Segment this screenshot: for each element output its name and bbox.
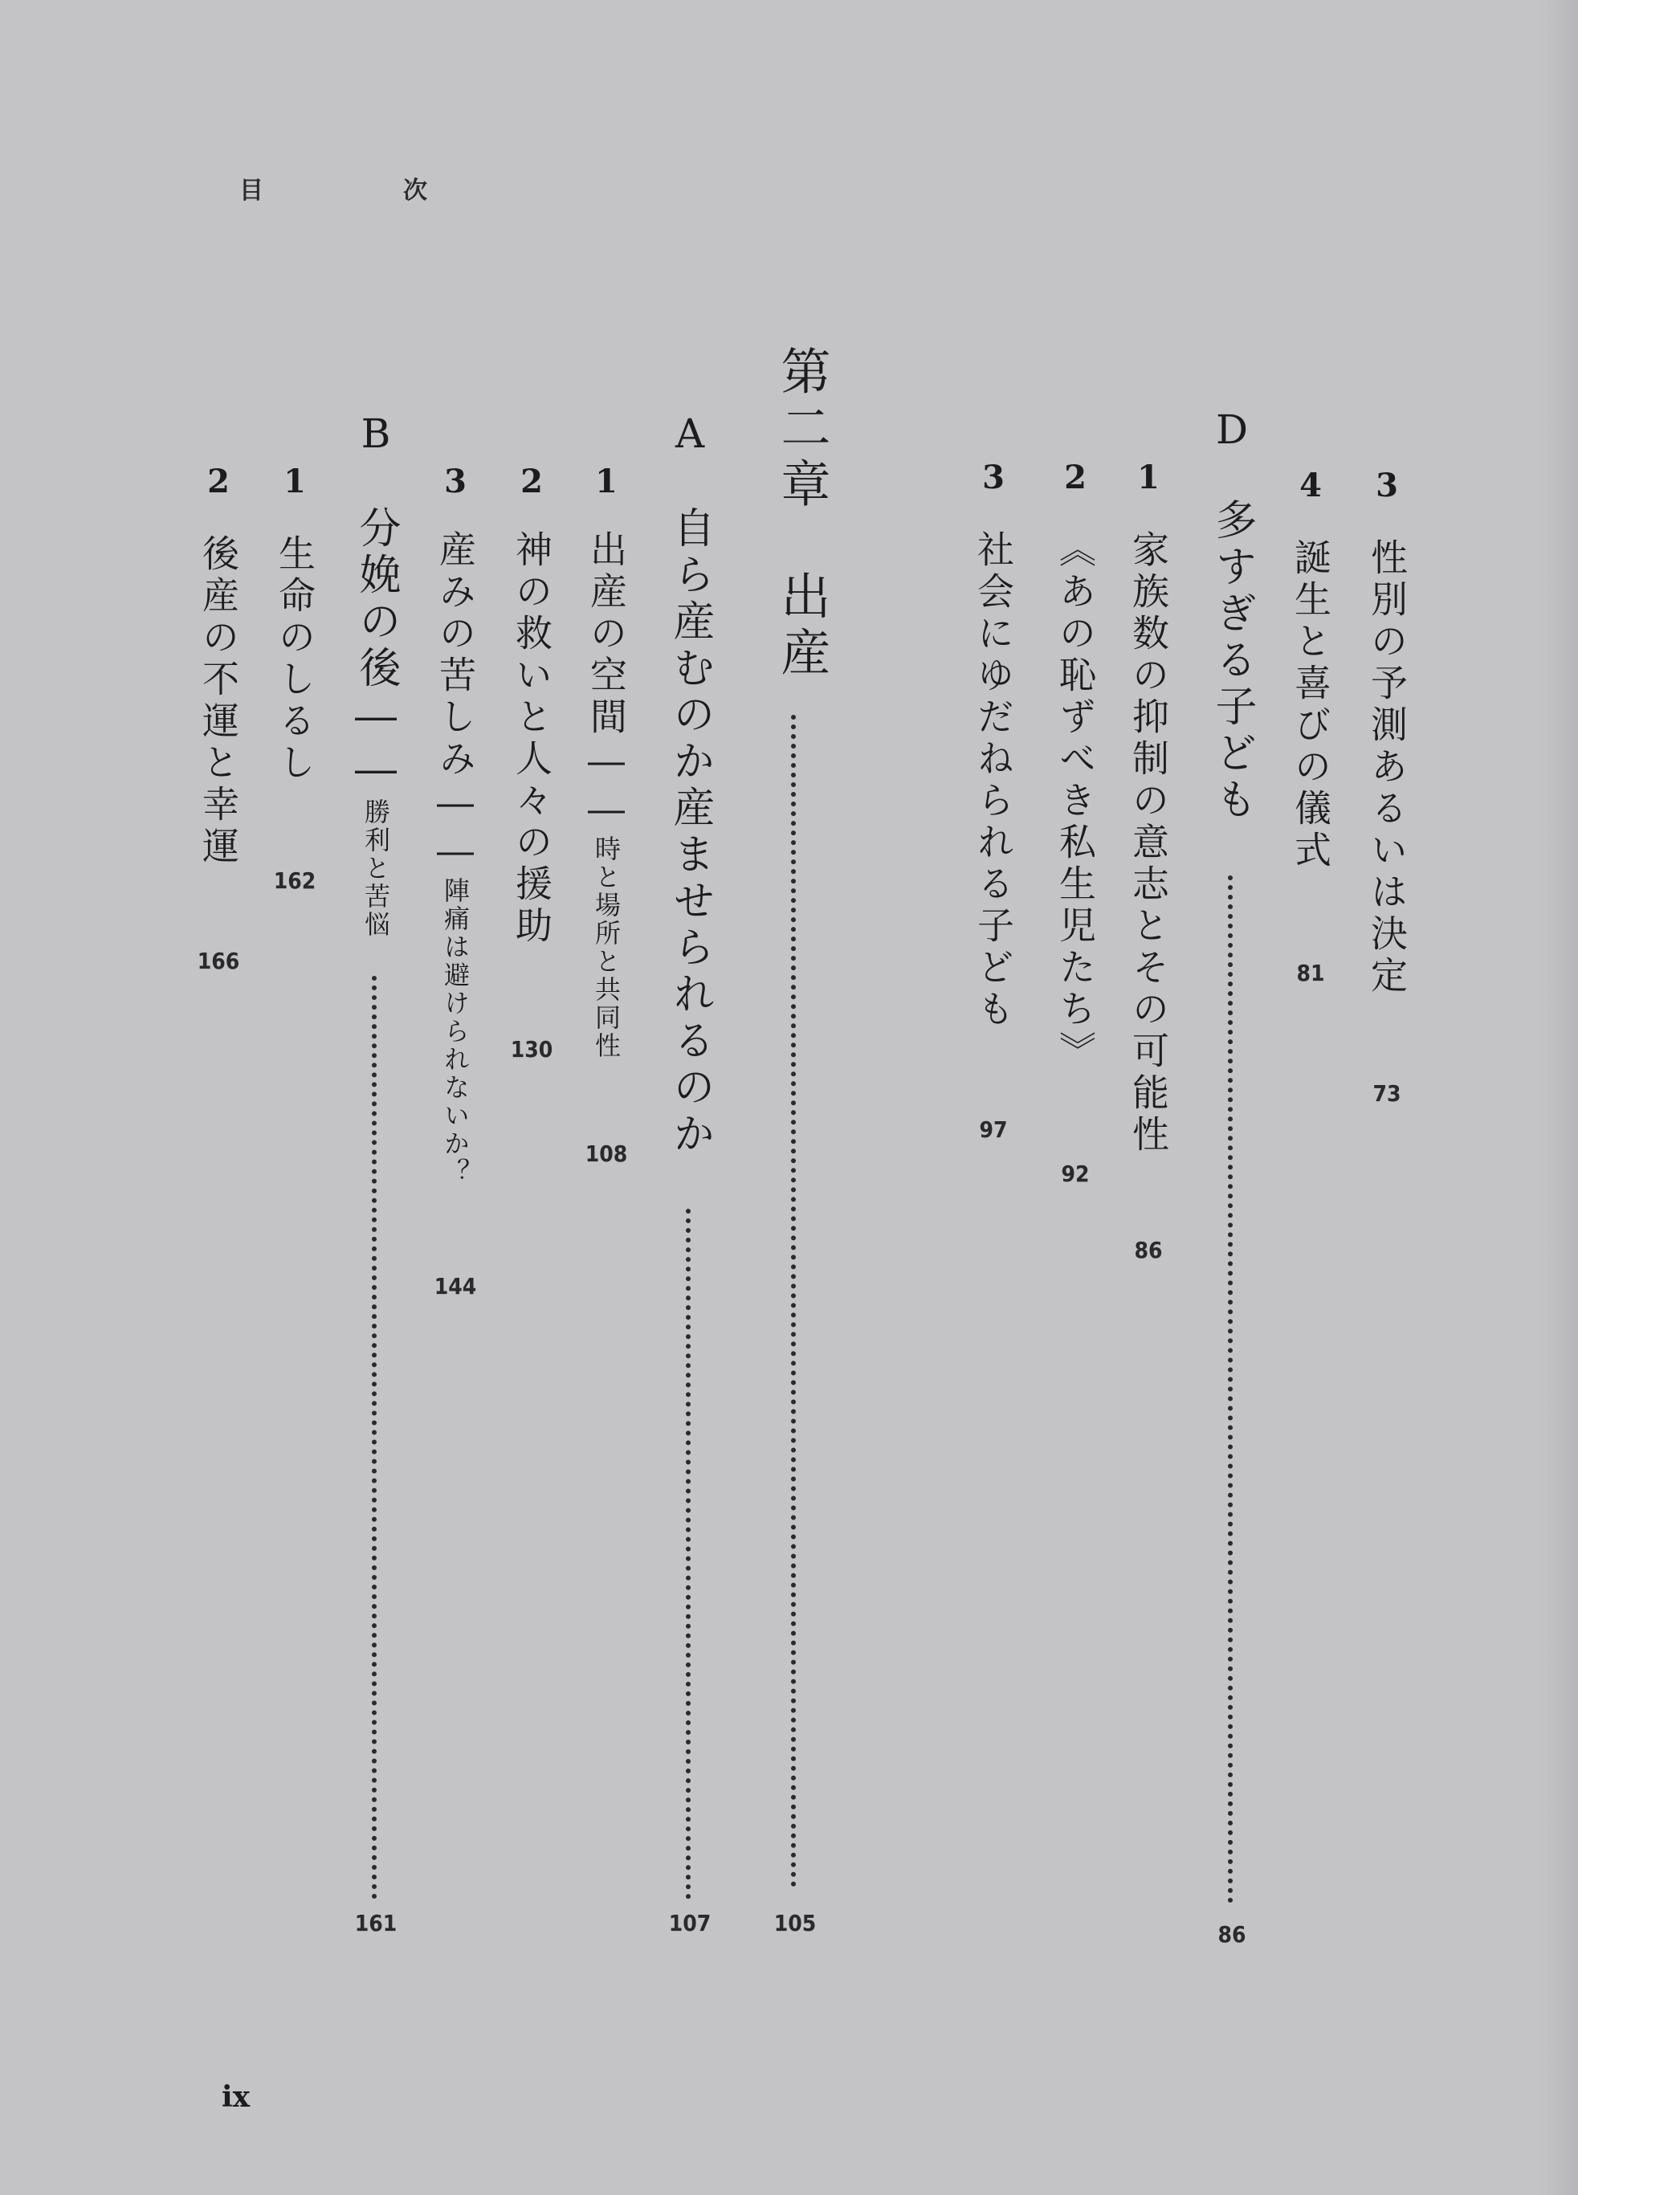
- entry-page-number: 166: [197, 948, 240, 974]
- chapter-title: 第二章 出産: [773, 345, 831, 683]
- section-page-number: 161: [354, 1910, 398, 1936]
- entry-title: 家族数の抑制の意志とその可能性: [1127, 530, 1170, 1157]
- section-letter: D: [1215, 406, 1249, 453]
- entry-number: 3: [982, 459, 1005, 496]
- entry-number: 4: [1299, 467, 1322, 504]
- entry-number: 2: [520, 463, 543, 500]
- section-title: [350, 506, 402, 939]
- entry-number: 3: [1376, 467, 1398, 504]
- entry-page-number: 92: [1061, 1161, 1090, 1187]
- entry-number: 2: [1064, 459, 1087, 496]
- entry-page-number: 144: [434, 1273, 477, 1299]
- entry-title: 神の救いと人々の援助: [510, 530, 553, 948]
- entry-title: [581, 530, 632, 1060]
- section-subtitle: 勝利と苦悩: [361, 798, 391, 939]
- section-page-number: 107: [668, 1910, 712, 1936]
- entry-number: 1: [595, 463, 618, 500]
- entry-title: 性別の予測あるいは決定: [1365, 538, 1409, 998]
- leader-dots: [1228, 875, 1233, 1903]
- entry-number: 1: [1137, 459, 1160, 496]
- entry-title: 《あの恥ずべき私生児たち》: [1054, 530, 1097, 1073]
- section-letter: B: [361, 410, 391, 457]
- chapter-page-number: 105: [773, 1910, 817, 1936]
- leader-dots: [791, 715, 796, 1887]
- section-main-title: 分娩の後: [352, 506, 400, 692]
- entry-page-number: 108: [585, 1140, 628, 1167]
- entry-main-title: 産みの苦しみ: [434, 530, 477, 781]
- section-title: 自ら産むのか産ませられるのか: [666, 506, 714, 1158]
- section-title: 多すぎる子ども: [1208, 498, 1256, 824]
- entry-number: 1: [283, 463, 306, 500]
- entry-page-number: 97: [979, 1116, 1008, 1143]
- entry-title: 後産の不運と幸運: [197, 534, 240, 868]
- running-head: 目 次: [239, 177, 485, 205]
- entry-title: 生命のしるし: [273, 534, 316, 785]
- em-dash: ――: [434, 781, 477, 877]
- entry-title: [430, 530, 481, 1186]
- entry-page-number: 86: [1134, 1237, 1163, 1263]
- section-page-number: 86: [1217, 1921, 1246, 1948]
- em-dash: ――: [585, 739, 628, 835]
- leader-dots: [686, 1209, 691, 1899]
- entry-subtitle: 陣痛は避けられないか？: [440, 877, 471, 1186]
- entry-title: 社会にゆだねられる子ども: [972, 530, 1015, 1031]
- entry-number: 3: [444, 463, 467, 500]
- entry-page-number: 130: [510, 1036, 553, 1063]
- entry-subtitle: 時と場所と共同性: [591, 835, 622, 1060]
- entry-title: 誕生と喜びの儀式: [1289, 538, 1332, 872]
- entry-page-number: 162: [273, 867, 316, 894]
- em-dash: ――: [352, 692, 400, 798]
- entry-page-number: 73: [1372, 1080, 1401, 1107]
- entry-number: 2: [207, 463, 230, 500]
- entry-main-title: 出産の空間: [585, 530, 628, 739]
- section-letter: A: [675, 410, 705, 457]
- leader-dots: [372, 976, 377, 1899]
- page-folio: ix: [222, 2080, 251, 2114]
- entry-page-number: 81: [1296, 960, 1325, 986]
- page-edge-shadow: [1538, 0, 1578, 2195]
